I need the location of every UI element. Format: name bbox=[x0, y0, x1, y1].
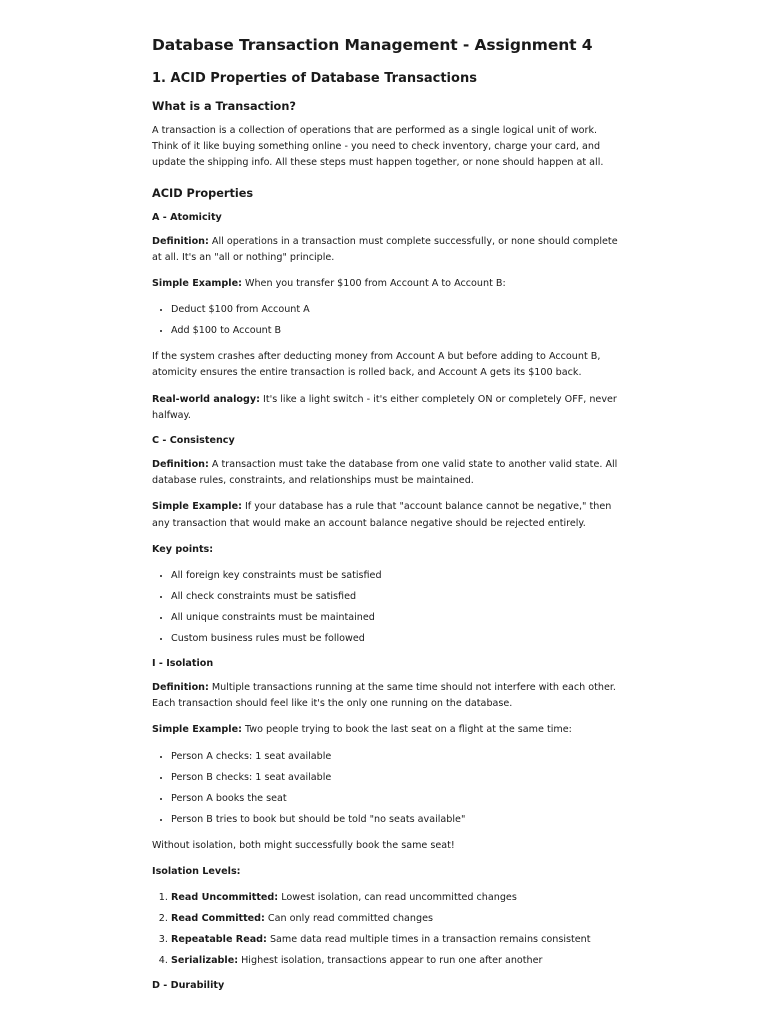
level-description: Lowest isolation, can read uncommitted changes bbox=[278, 892, 517, 904]
list-item: • All check constraints must be satisfied bbox=[171, 589, 618, 605]
text-consistency-definition: A transaction must take the database from one valid state to another valid state. All database rules, constraints, and relationships must be maintained. bbox=[152, 459, 618, 487]
section-heading-acid-properties: 1. ACID Properties of Database Transactions bbox=[152, 71, 477, 86]
paragraph-atomicity-analogy bbox=[152, 392, 618, 424]
list-item: • Person B checks: 1 seat available bbox=[171, 770, 618, 786]
paragraph-isolation-example bbox=[152, 722, 618, 738]
label-simple-example: Simple Example: bbox=[152, 278, 242, 290]
paragraph-atomicity-example bbox=[152, 276, 618, 292]
list-isolation-levels bbox=[152, 890, 618, 969]
document-content bbox=[152, 34, 618, 993]
label-key-points: Key points: bbox=[152, 543, 214, 555]
list-atomicity-steps bbox=[152, 302, 618, 339]
paragraph-key-points-label bbox=[152, 542, 618, 558]
paragraph-transaction-definition: A transaction is a collection of operations that are performed as a single logical unit of work. Think of it like buying something online - you need to check inventory, charge your card, and update the shipping info. All these steps must happen together, or none should happen at all. bbox=[152, 125, 604, 169]
level-name: Serializable: bbox=[171, 955, 239, 967]
list-item: • All foreign key constraints must be satisfied bbox=[171, 568, 618, 584]
level-description: Highest isolation, transactions appear to run one after another bbox=[238, 955, 543, 967]
level-description: Can only read committed changes bbox=[264, 913, 433, 925]
text-consistency-example: If your database has a rule that "account balance cannot be negative," then any transaction that would make an account balance negative should be rejected entirely. bbox=[152, 501, 612, 529]
level-name: Read Committed: bbox=[171, 913, 265, 925]
text-atomicity-example: When you transfer $100 from Account A to Account B: bbox=[241, 278, 506, 290]
paragraph-isolation-definition bbox=[152, 680, 618, 712]
text-isolation-example: Two people trying to book the last seat on a flight at the same time: bbox=[241, 724, 572, 736]
text-atomicity-definition: All operations in a transaction must complete successfully, or none should complete at all. It's an "all or nothing" principle. bbox=[152, 235, 618, 263]
list-item bbox=[171, 911, 618, 927]
heading-atomicity: A - Atomicity bbox=[152, 211, 222, 223]
list-isolation-steps bbox=[152, 749, 618, 828]
paragraph-atomicity-definition bbox=[152, 234, 618, 266]
label-definition: Definition: bbox=[152, 682, 209, 694]
text-isolation-definition: Multiple transactions running at the same time should not interfere with each other. Each transaction should feel like it's the only one running on the database. bbox=[152, 682, 616, 710]
list-item: • Person A books the seat bbox=[171, 791, 618, 807]
document-title: Database Transaction Management - Assignment 4 bbox=[152, 36, 593, 54]
list-consistency-key-points bbox=[152, 568, 618, 647]
list-item: • Person B tries to book but should be told "no seats available" bbox=[171, 812, 618, 828]
list-item bbox=[171, 890, 618, 906]
list-item: • Add $100 to Account B bbox=[171, 323, 618, 339]
heading-isolation: I - Isolation bbox=[152, 658, 214, 670]
text-atomicity-analogy: It's like a light switch - it's either completely ON or completely OFF, never halfway. bbox=[152, 393, 617, 421]
label-simple-example: Simple Example: bbox=[152, 501, 242, 513]
heading-consistency: C - Consistency bbox=[152, 435, 235, 447]
paragraph-consistency-example bbox=[152, 499, 618, 531]
list-item: • All unique constraints must be maintained bbox=[171, 610, 618, 626]
level-description: Same data read multiple times in a transaction remains consistent bbox=[266, 934, 591, 946]
list-item: • Deduct $100 from Account A bbox=[171, 302, 618, 318]
paragraph-atomicity-explanation: If the system crashes after deducting money from Account A but before adding to Account B, atomicity ensures the entire transaction is rolled back, and Account A gets its $100 back. bbox=[152, 351, 601, 379]
paragraph-isolation-conclusion: Without isolation, both might successfully book the same seat! bbox=[152, 839, 455, 851]
list-item bbox=[171, 953, 618, 969]
paragraph-isolation-levels-label bbox=[152, 864, 618, 880]
heading-durability: D - Durability bbox=[152, 980, 225, 992]
list-item: • Custom business rules must be followed bbox=[171, 631, 618, 647]
paragraph-consistency-definition bbox=[152, 457, 618, 489]
list-item bbox=[171, 932, 618, 948]
label-simple-example: Simple Example: bbox=[152, 724, 242, 736]
label-definition: Definition: bbox=[152, 235, 209, 247]
subheading-acid-properties: ACID Properties bbox=[152, 186, 254, 200]
label-real-world-analogy: Real-world analogy: bbox=[152, 393, 260, 405]
list-item: • Person A checks: 1 seat available bbox=[171, 749, 618, 765]
level-name: Repeatable Read: bbox=[171, 934, 267, 946]
level-name: Read Uncommitted: bbox=[171, 892, 279, 904]
label-definition: Definition: bbox=[152, 459, 209, 471]
subheading-what-is-transaction: What is a Transaction? bbox=[152, 100, 296, 113]
label-isolation-levels: Isolation Levels: bbox=[152, 865, 241, 877]
